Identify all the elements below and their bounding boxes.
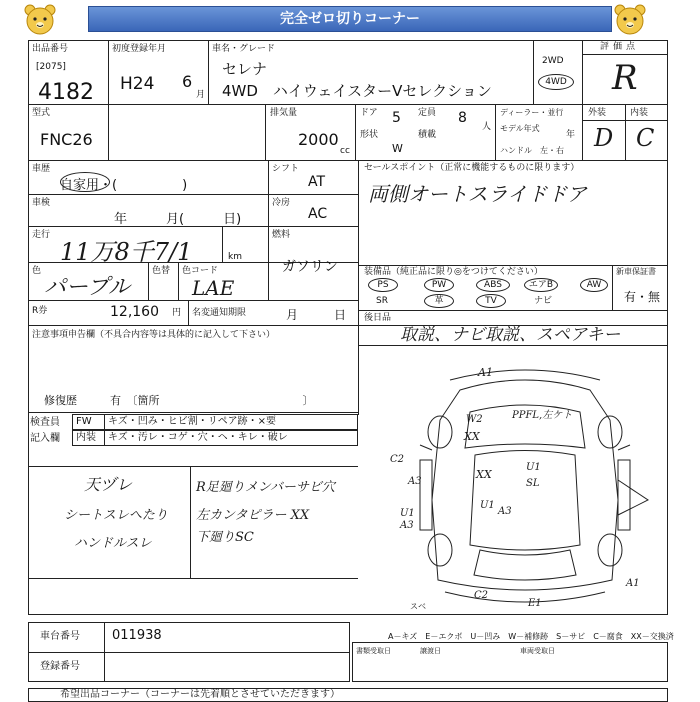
corner-banner: 完全ゼロ切りコーナー [88,6,612,32]
equip-aw: AW [580,278,608,292]
shape: W [392,142,403,155]
name-grade-label: 車名・グレード [212,44,276,54]
inspector-label: 検査員 [30,417,60,428]
mileage: 11万8千7/1 [60,238,193,266]
note-hand-6: 下廻りSC [196,530,254,545]
month-unit: 月 [196,90,206,100]
diagram-mark-sube: スベ [410,602,426,611]
equip-pw: PW [424,278,454,292]
interior-inspect-label: 内装 [76,432,96,443]
sales-point-text: 両側オートスライドドア [368,182,587,206]
color-label: 色 [32,266,42,276]
use-label: 車歴 [32,164,51,174]
bear-mascot-right-icon [612,3,648,37]
name-change-label: 名変通知期限 [192,308,247,318]
drive-grade: 4WD ハイウェイスターVセレクション [222,82,492,100]
color: パープル [44,275,131,300]
era-year: H24 [120,74,155,94]
first-reg-label: 初度登録年月 [112,44,167,54]
reg-number-label: 登録番号 [40,661,80,672]
recycle-amount: 12,160 [110,304,159,320]
door-label: ドア [360,108,378,118]
drive-4wd-circled: 4WD [538,74,574,90]
entry-label: 記入欄 [30,433,60,444]
capacity-label: 定員 [418,108,437,118]
warranty-value: 有・無 [624,290,661,304]
diagram-mark-xx-mid: XX [476,468,492,481]
ac-label: 冷房 [272,198,291,208]
use-circle [60,172,110,192]
exterior-label: 外装 [588,108,607,118]
equip-navi: ナビ [534,296,553,306]
equip-ps: PS [368,278,398,292]
damage-legend: A－キズ E－エクボ U－凹み W－補修跡 S－サビ C－腐食 XX－交換済 [388,632,674,641]
cc-unit: cc [340,146,350,156]
diagram-mark-a1-rear: A1 [626,578,640,589]
doors: 5 [392,110,401,126]
exterior-grade: D [594,124,614,152]
handle-label: ハンドル [500,146,532,155]
handle-options: 左・右 [540,146,564,155]
recycle-label: R券 [32,306,48,316]
equip-airbag: エアB [524,278,558,292]
doc-received-label: 書類受取日 [356,647,391,655]
reg-month: 6 [182,72,193,91]
lot-label: 出品番号 [32,44,69,54]
diagram-top-note: PPFL,左ケト [512,410,573,421]
diagram-mark-c2-rear: C2 [474,590,489,601]
lot-number: 4182 [38,80,94,105]
equip-abs: ABS [476,278,510,292]
km-unit: km [228,252,242,262]
notes-label: 注意事項申告欄（不具合内容等は具体的に記入して下さい） [32,330,276,340]
diagram-mark-sl: SL [526,478,540,489]
interior-items: キズ・汚レ・コゲ・穴・ヘ・キレ・破レ [108,432,288,443]
drive-2wd: 2WD [542,56,564,66]
color-code: LAE [192,276,235,300]
footer-corner-label: 希望出品コーナー（コーナーは先着順とさせていただきます） [60,689,340,700]
diagram-mark-u1-left: U1 [400,508,415,519]
diagram-mark-e1: E1 [528,598,542,609]
transfer-label: 譲渡日 [420,647,441,655]
diagram-mark-c2-left: C2 [390,454,405,465]
sales-point-label: セールスポイント（正常に機能するものに限ります） [364,163,580,173]
diagram-mark-u1-door: U1 [480,500,495,511]
shift: AT [308,174,326,190]
warranty-label: 新車保証書 [616,267,656,276]
equipment-label: 装備品（純正品に限り◎をつけてください） [364,267,543,277]
equip-sr: SR [376,296,388,306]
diagram-mark-a3-left: A3 [408,476,422,487]
eval-score: R [612,58,638,98]
note-hand-2: シートスレへたり [64,508,168,523]
displacement: 2000 [298,130,339,149]
fw-label: FW [76,416,92,427]
equip-tv: TV [476,294,506,308]
note-hand-4: R足廻りメンバーサビ穴 [196,480,335,495]
fw-items: キズ・凹み・ヒビ割・リペア跡・×要 [108,416,276,427]
color-change-label: 色替 [152,266,171,276]
repair-value: 有 〔箇所 〕 [110,394,314,407]
interior-label: 内装 [630,108,649,118]
year-unit: 年 [566,130,576,140]
chassis-number: 011938 [112,628,162,643]
note-hand-5: 左カンタピラー XX [196,508,310,523]
ac: AC [308,206,328,222]
yen-unit: 円 [172,308,182,318]
shape-label: 形状 [360,130,379,140]
shift-label: シフト [272,164,300,174]
diagram-mark-a3-door: A3 [498,506,512,517]
shaken-value: 年 月( 日) [114,212,242,227]
use-value: 自家用・( ) [60,178,188,193]
model-label: 型式 [32,108,51,118]
bear-mascot-left-icon [22,3,58,37]
car-damage-diagram [380,350,670,618]
diagram-mark-a3-rear: A3 [400,520,414,531]
diagram-mark-w2: W2 [466,414,483,425]
car-name: セレナ [222,60,268,78]
fuel-label: 燃料 [272,230,291,240]
load-label: 積載 [418,130,437,140]
capacity: 8 [458,110,467,126]
lot-sub: [2075] [36,62,66,72]
diagram-mark-a1-front: A1 [478,366,493,379]
model-code: FNC26 [40,130,93,149]
after-label: 後日品 [364,313,392,323]
chassis-label: 車台番号 [40,631,80,642]
note-hand-1: 天ヅレ [84,475,133,494]
mileage-label: 走行 [32,230,51,240]
after-text: 取説、ナビ取説、スペアキー [400,325,621,345]
model-year-label: モデル年式 [500,124,540,133]
equip-leather: 革 [424,294,454,308]
capacity-unit: 人 [482,122,492,132]
diagram-mark-xx-front: XX [464,430,480,443]
repair-label: 修復歴 [44,394,77,407]
eval-label: 評価点 [600,42,640,52]
fuel: ガソリン [282,259,338,275]
shaken-label: 車検 [32,198,51,208]
diagram-mark-u1-roof: U1 [526,462,541,473]
dealer-label: ディーラー・並行 [500,108,564,117]
note-hand-3: ハンドルスレ [74,536,152,551]
interior-grade: C [636,124,655,152]
displacement-label: 排気量 [270,108,298,118]
color-code-label: 色コード [182,266,219,276]
car-received-label: 車両受取日 [520,647,555,655]
deadline: 月 日 [286,308,347,322]
